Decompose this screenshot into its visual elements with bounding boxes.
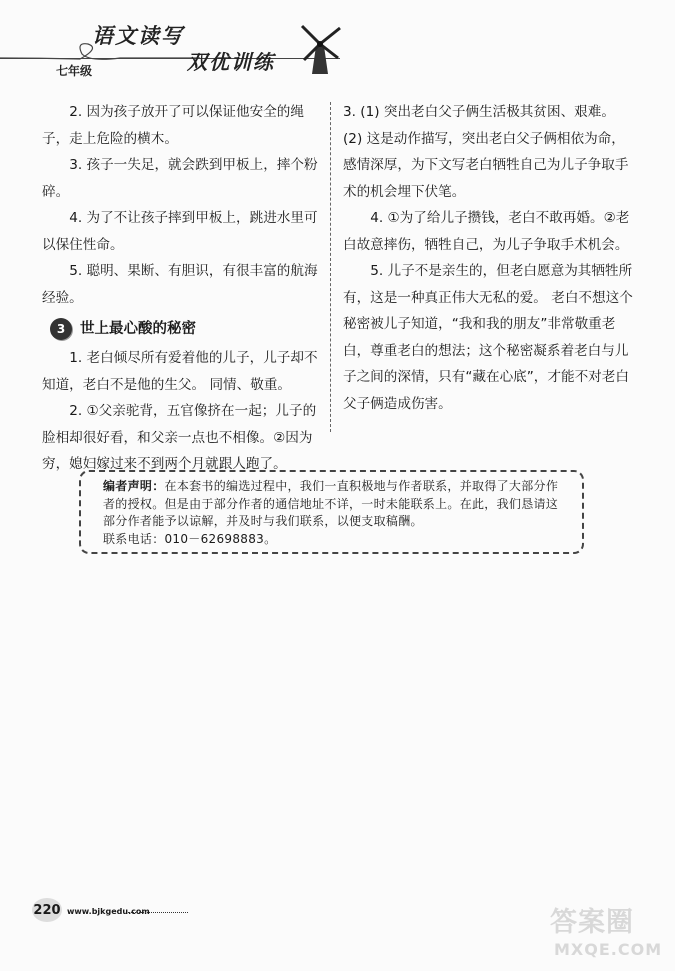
watermark-logo: 答案圈 — [550, 907, 634, 938]
watermark — [550, 900, 665, 960]
answer-item: 4. 为了不让孩子摔到甲板上，跳进水里可以保住性命。 — [42, 210, 318, 253]
brand-title-line2: 双优训练 — [187, 50, 275, 74]
header-rule — [0, 58, 340, 59]
notice-phone: 联系电话：010－62698883。 — [103, 531, 277, 546]
notice-label: 编者声明： — [103, 479, 165, 493]
section-number-badge: 3 — [50, 318, 72, 340]
answer-column-right — [343, 99, 633, 417]
section-title: 世上最心酸的秘密 — [80, 320, 196, 337]
footer-url: www.bjkgedu.com — [67, 907, 150, 916]
answer-item: 1. 老白倾尽所有爱着他的儿子，儿子却不知道，老白不是他的生父。 同情、敬重。 — [42, 350, 318, 393]
page-header — [0, 0, 675, 95]
page-number: 220 — [32, 898, 62, 922]
notice-text: 在本套书的编选过程中，我们一直积极地与作者联系，并取得了大部分作者的授权。但是由于部分作者的通信地址不详，一时未能联系上。在此，我们恳请这部分作者能予以谅解，并及时与我们联系，以便支取稿酬。 — [103, 479, 559, 528]
grade-label: 七年级 — [56, 64, 93, 78]
answer-item: 3. (1) 突出老白父子俩生活极其贫困、艰难。 — [343, 104, 615, 120]
watermark-url: MXQE.COM — [554, 940, 663, 959]
answer-item: 3. 孩子一失足，就会跌到甲板上，摔个粉碎。 — [42, 157, 318, 200]
answer-item: 5. 儿子不是亲生的，但老白愿意为其牺牲所有，这是一种真正伟大无私的爱。 老白不想这个秘密被儿子知道，“我和我的朋友”非常敬重老白，尊重老白的想法；这个秘密凝系着老白与儿子之间的深情，只有“藏在心底”，才能不对老白父子俩造成伤害。 — [343, 263, 633, 412]
answer-item: 5. 聪明、果断、有胆识，有很丰富的航海经验。 — [42, 263, 318, 306]
section-heading — [42, 313, 322, 345]
column-divider — [330, 102, 331, 432]
windmill-icon — [296, 22, 344, 74]
answer-item: (2) 这是动作描写，突出老白父子俩相依为命，感情深厚，为下文写老白牺牲自己为儿子争取手术的机会埋下伏笔。 — [343, 130, 629, 200]
answer-item: 2. ①父亲驼背，五官像挤在一起；儿子的脸相却很好看，和父亲一点也不相像。②因为穷，媳妇嫁过来不到两个月就跟人跑了。 — [42, 403, 317, 472]
editor-notice-box — [79, 470, 584, 554]
answer-item: 2. 因为孩子放开了可以保证他安全的绳子，走上危险的横木。 — [42, 104, 304, 147]
brand-title-line1: 语文读写 — [92, 24, 184, 48]
footer-dotted-rule — [128, 912, 188, 913]
answer-item: 4. ①为了给儿子攒钱，老白不敢再婚。②老白故意摔伤，牺牲自己，为儿子争取手术机会。 — [343, 210, 630, 253]
answer-column-left — [42, 99, 322, 478]
